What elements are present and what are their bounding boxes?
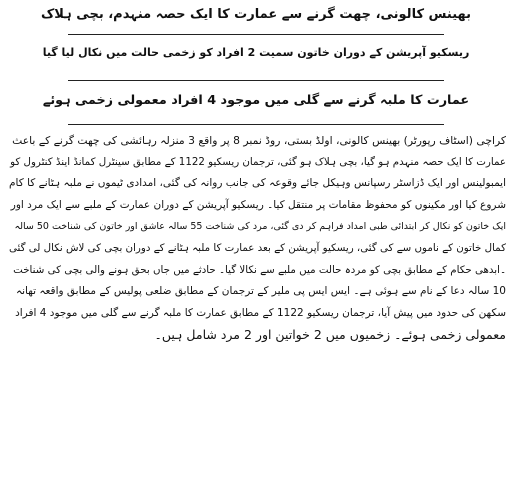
article-line: عمارت کا ایک حصہ منہدم ہو گیا، بچی ہلاک ہو گئی، ترجمان ریسکیو 1122 کے مطابق سینٹرل کمانڈ اینڈ کنٹرول کو: [10, 155, 506, 168]
article-line: ۔ابدھی حکام کے مطابق بچی کو مردہ حالت میں ملبے سے نکالا گیا۔ حادثے میں جاں بحق ہونے والی بچی کی شناخت: [13, 263, 506, 276]
article-line: ایک خاتون کو نکال کر ابتدائی طبی امداد فراہم کر دی گئی، مرد کی شناخت 55 سالہ عاشق اور خاتون کی شناخت 50 سالہ: [14, 221, 506, 233]
headline-divider-3: [68, 124, 444, 125]
article-line: کراچی (اسٹاف رپورٹر) بھینس کالونی، اولڈ بستی، روڈ نمبر 8 پر واقع 3 منزلہ رہائشی کی چھت گرنے کے باعث: [12, 134, 506, 147]
headline-3: عمارت کا ملبہ گرنے سے گلی میں موجود 4 افراد معمولی زخمی ہوئے: [42, 93, 470, 108]
article-body: [8, 130, 506, 346]
headline-2: ریسکیو آپریشن کے دوران خاتون سمیت 2 افراد کو زخمی حالت میں نکال لیا گیا: [42, 46, 470, 59]
article-line: کمال خاتون کے ناموں سے کی گئی، ریسکیو آپریشن کے بعد عمارت کا ملبہ ہٹانے کے دوران بچی کی لاش نکال لی گئی: [8, 241, 506, 254]
article-line: ایمبولینس اور ایک ڈزاسٹر رسپانس وہیکل جائے وقوعہ کی جانب روانہ کی گئی، امدادی ٹیموں نے ملبہ ہٹانے کا کام: [9, 177, 506, 190]
headline-1: بھینس کالونی، چھت گرنے سے عمارت کا ایک حصہ منہدم، بچی ہلاک: [40, 7, 471, 22]
article-line: 10 سالہ دعا کے نام سے ہوئی ہے۔ ایس ایس پی ملیر کے ترجمان کے مطابق ضلعی پولیس کے مطابق واقعہ تھانہ: [15, 285, 506, 298]
article-line: سکھن کی حدود میں پیش آیا، ترجمان ریسکیو 1122 کے مطابق عمارت کا ملبہ گرنے سے گلی میں موجود 4 افراد: [15, 306, 506, 319]
headline-divider-1: [68, 34, 444, 35]
article-line: شروع کیا اور مکینوں کو محفوظ مقامات پر منتقل کیا۔ ریسکیو آپریشن کے دوران عمارت کے ملبے سے ایک مرد اور: [10, 198, 506, 211]
headline-divider-2: [68, 80, 444, 81]
article-line: معمولی زخمی ہوئے۔ زخمیوں میں 2 خواتین اور 2 مرد شامل ہیں۔: [154, 327, 506, 343]
